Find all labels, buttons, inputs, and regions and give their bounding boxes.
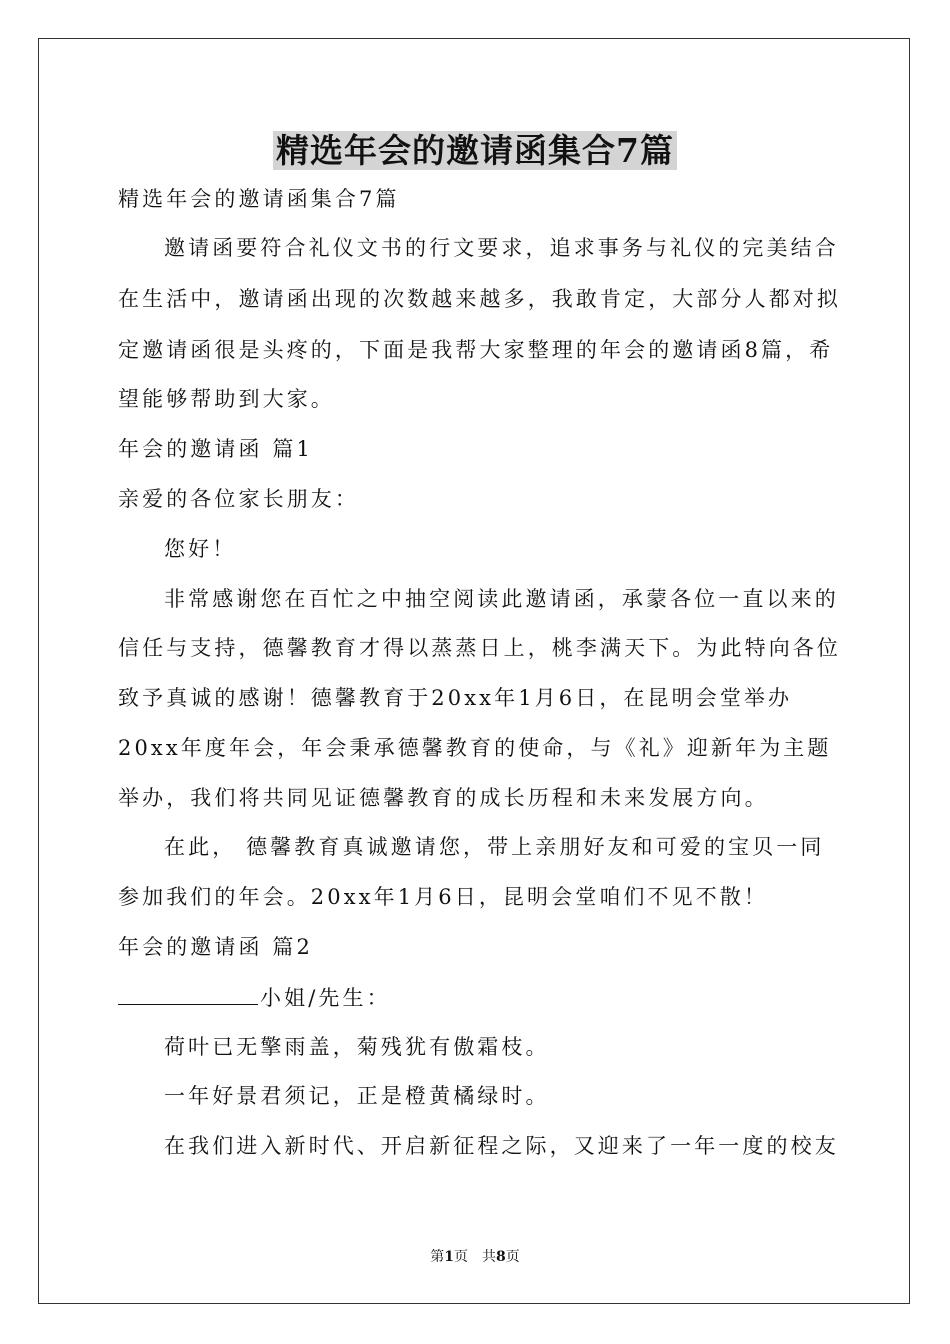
subtitle-line: 精选年会的邀请函集合7篇 [118, 187, 400, 211]
section1-para1-line-3: 致予真诚的感谢！德馨教育于20xx年1月6日，在昆明会堂举办 [118, 686, 793, 710]
footer-prefix: 第 [430, 1249, 445, 1265]
page-footer [0, 1246, 950, 1266]
intro-line-4: 望能够帮助到大家。 [118, 387, 335, 411]
footer-mid: 页 共 [454, 1249, 496, 1265]
name-blank-underline [118, 982, 258, 1005]
footer-total-pages: 8 [496, 1249, 506, 1265]
section1-para2-line-2: 参加我们的年会。20xx年1月6日，昆明会堂咱们不见不散！ [118, 885, 769, 909]
section1-para2-line-1: 在此， 德馨教育真诚邀请您，带上亲朋好友和可爱的宝贝一同 [164, 835, 825, 859]
section1-para1-line-1: 非常感谢您在百忙之中抽空阅读此邀请函，承蒙各位一直以来的 [164, 587, 839, 611]
intro-line-3: 定邀请函很是头疼的，下面是我帮大家整理的年会的邀请函8篇，希 [118, 338, 834, 362]
section2-heading: 年会的邀请函 篇2 [118, 935, 313, 959]
section2-para1-line-1: 在我们进入新时代、开启新征程之际，又迎来了一年一度的校友 [164, 1134, 839, 1158]
footer-suffix: 页 [505, 1249, 520, 1265]
section2-poem-line-1: 荷叶已无擎雨盖，菊残犹有傲霜枝。 [164, 1035, 550, 1059]
page-border [38, 38, 910, 1304]
footer-current-page: 1 [444, 1249, 454, 1265]
intro-line-1: 邀请函要符合礼仪文书的行文要求，追求事务与礼仪的完美结合 [164, 236, 839, 260]
section2-poem-line-2: 一年好景君须记，正是橙黄橘绿时。 [164, 1084, 550, 1108]
section2-salutation-line [118, 982, 838, 1013]
section2-salutation: 小姐/先生： [260, 986, 391, 1010]
section1-salutation: 亲爱的各位家长朋友： [118, 487, 359, 511]
section1-para1-line-4: 20xx年度年会，年会秉承德馨教育的使命，与《礼》迎新年为主题 [118, 736, 832, 760]
document-title: 精选年会的邀请函集合7篇 [0, 125, 950, 172]
section1-greeting: 您好！ [164, 537, 237, 561]
section1-heading: 年会的邀请函 篇1 [118, 437, 313, 461]
intro-line-2: 在生活中，邀请函出现的次数越来越多，我敢肯定，大部分人都对拟 [118, 287, 841, 311]
section1-para1-line-5: 举办，我们将共同见证德馨教育的成长历程和未来发展方向。 [118, 786, 769, 810]
section1-para1-line-2: 信任与支持，德馨教育才得以蒸蒸日上，桃李满天下。为此特向各位 [118, 636, 841, 660]
